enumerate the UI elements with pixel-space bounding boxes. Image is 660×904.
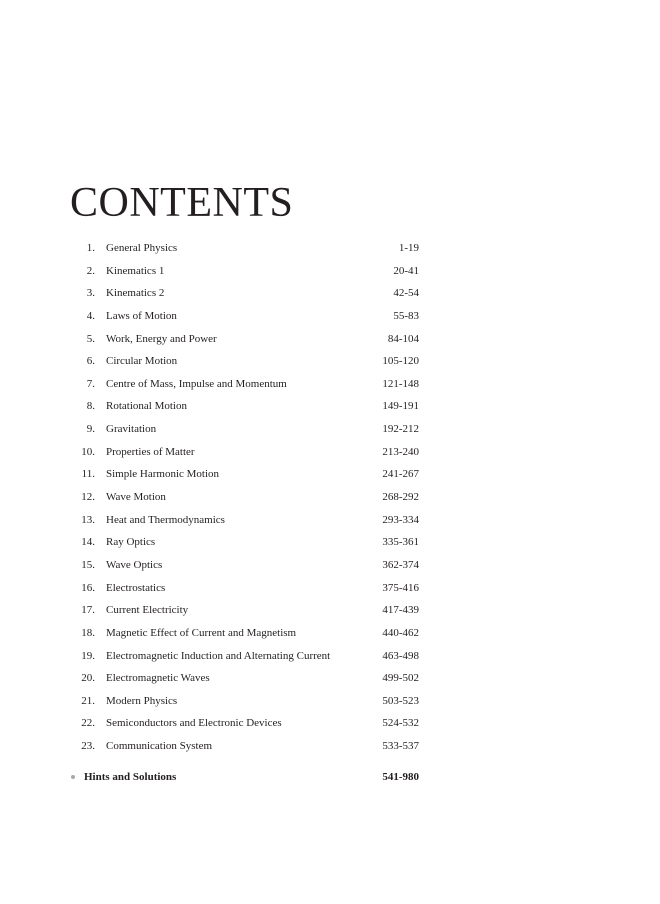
chapter-number: 5. <box>86 332 95 345</box>
toc-entry <box>0 486 660 509</box>
chapter-number: 20. <box>81 672 95 685</box>
chapter-number: 4. <box>86 309 95 322</box>
toc-entry <box>0 237 660 260</box>
chapter-pages: 213-240 <box>382 445 419 458</box>
toc-entry <box>0 577 660 600</box>
chapter-pages: 1-19 <box>398 242 419 254</box>
chapter-title: Communication System <box>106 740 213 753</box>
toc-entry <box>0 260 660 283</box>
toc-entry <box>0 282 660 305</box>
chapter-title: Kinematics 1 <box>106 264 165 277</box>
chapter-pages: 55-83 <box>393 309 419 322</box>
hints-title: Hints and Solutions <box>84 771 177 783</box>
chapter-number: 16. <box>81 581 95 594</box>
chapter-number: 9. <box>86 423 95 436</box>
chapter-number: 13. <box>81 513 95 526</box>
chapter-number: 15. <box>81 558 95 571</box>
chapter-pages: 463-498 <box>382 649 419 662</box>
chapter-pages: 105-120 <box>382 355 419 368</box>
chapter-title: Electromagnetic Induction and Alternating Current <box>106 649 331 662</box>
chapter-number: 3. <box>86 287 95 300</box>
toc-entry <box>0 554 660 577</box>
toc-entry <box>0 735 660 758</box>
toc-entry <box>0 645 660 668</box>
toc-entry <box>0 395 660 418</box>
chapter-title: Simple Harmonic Motion <box>106 468 220 481</box>
chapter-number: 23. <box>81 740 95 753</box>
chapter-title: Circular Motion <box>106 355 178 368</box>
toc-entry <box>0 418 660 441</box>
toc-entry <box>0 441 660 464</box>
chapter-pages: 417-439 <box>382 604 419 617</box>
chapter-pages: 20-41 <box>393 264 419 277</box>
hints-and-solutions-entry <box>0 766 660 788</box>
toc-entry <box>0 622 660 645</box>
chapter-number: 14. <box>81 536 95 549</box>
chapter-pages: 499-502 <box>382 672 419 685</box>
toc-entry <box>0 712 660 735</box>
chapter-number: 22. <box>81 717 95 730</box>
chapter-pages: 241-267 <box>382 468 419 481</box>
chapter-number: 18. <box>81 626 95 639</box>
chapter-number: 21. <box>81 694 95 707</box>
chapter-title: Ray Optics <box>106 536 156 549</box>
chapter-number: 10. <box>81 445 95 458</box>
chapter-pages: 192-212 <box>382 423 419 436</box>
chapter-title: Magnetic Effect of Current and Magnetism <box>106 626 297 639</box>
chapter-pages: 362-374 <box>382 558 419 571</box>
chapter-title: Rotational Motion <box>106 400 187 413</box>
hints-pages: 541-980 <box>382 771 419 783</box>
chapter-title: Heat and Thermodynamics <box>106 513 225 526</box>
chapter-pages: 268-292 <box>382 491 419 504</box>
toc-entry <box>0 531 660 554</box>
chapter-pages: 533-537 <box>382 740 419 753</box>
toc-entry <box>0 350 660 373</box>
chapter-pages: 42-54 <box>393 287 419 300</box>
chapter-number: 2. <box>86 264 95 277</box>
chapter-pages: 375-416 <box>382 581 419 594</box>
chapter-title: General Physics <box>106 242 178 254</box>
chapter-title: Gravitation <box>106 423 157 436</box>
toc-entry <box>0 599 660 622</box>
chapter-pages: 121-148 <box>382 377 419 390</box>
chapter-number: 19. <box>81 649 95 662</box>
toc-entry <box>0 667 660 690</box>
chapter-number: 12. <box>81 491 95 504</box>
chapter-number: 11. <box>81 468 95 481</box>
chapter-title: Wave Optics <box>106 558 163 571</box>
chapter-pages: 440-462 <box>382 626 419 639</box>
chapter-number: 6. <box>86 355 95 368</box>
chapter-pages: 149-191 <box>382 400 419 413</box>
chapter-pages: 84-104 <box>387 332 419 345</box>
toc-entry <box>0 373 660 396</box>
chapter-pages: 335-361 <box>382 536 419 549</box>
chapter-title: Electrostatics <box>106 581 166 594</box>
chapter-title: Semiconductors and Electronic Devices <box>106 717 282 730</box>
chapter-title: Laws of Motion <box>106 309 177 322</box>
chapter-title: Properties of Matter <box>106 445 195 458</box>
chapter-title: Modern Physics <box>106 694 178 707</box>
chapter-number: 8. <box>86 400 95 413</box>
toc-entry <box>0 305 660 328</box>
chapter-number: 1. <box>86 242 95 254</box>
chapter-pages: 524-532 <box>382 717 419 730</box>
chapter-title: Electromagnetic Waves <box>106 672 210 685</box>
toc-entry <box>0 328 660 351</box>
chapter-pages: 503-523 <box>382 694 419 707</box>
chapter-title: Centre of Mass, Impulse and Momentum <box>106 377 287 390</box>
chapter-title: Kinematics 2 <box>106 287 165 300</box>
chapter-pages: 293-334 <box>382 513 419 526</box>
bullet-icon <box>71 775 75 779</box>
chapter-title: Current Electricity <box>106 604 189 617</box>
chapter-number: 17. <box>81 604 95 617</box>
page-title: CONTENTS <box>70 180 294 226</box>
toc-entry <box>0 690 660 713</box>
chapter-number: 7. <box>86 377 95 390</box>
table-of-contents <box>0 237 660 758</box>
toc-entry <box>0 509 660 532</box>
chapter-title: Wave Motion <box>106 491 166 504</box>
toc-entry <box>0 463 660 486</box>
chapter-title: Work, Energy and Power <box>106 332 217 345</box>
